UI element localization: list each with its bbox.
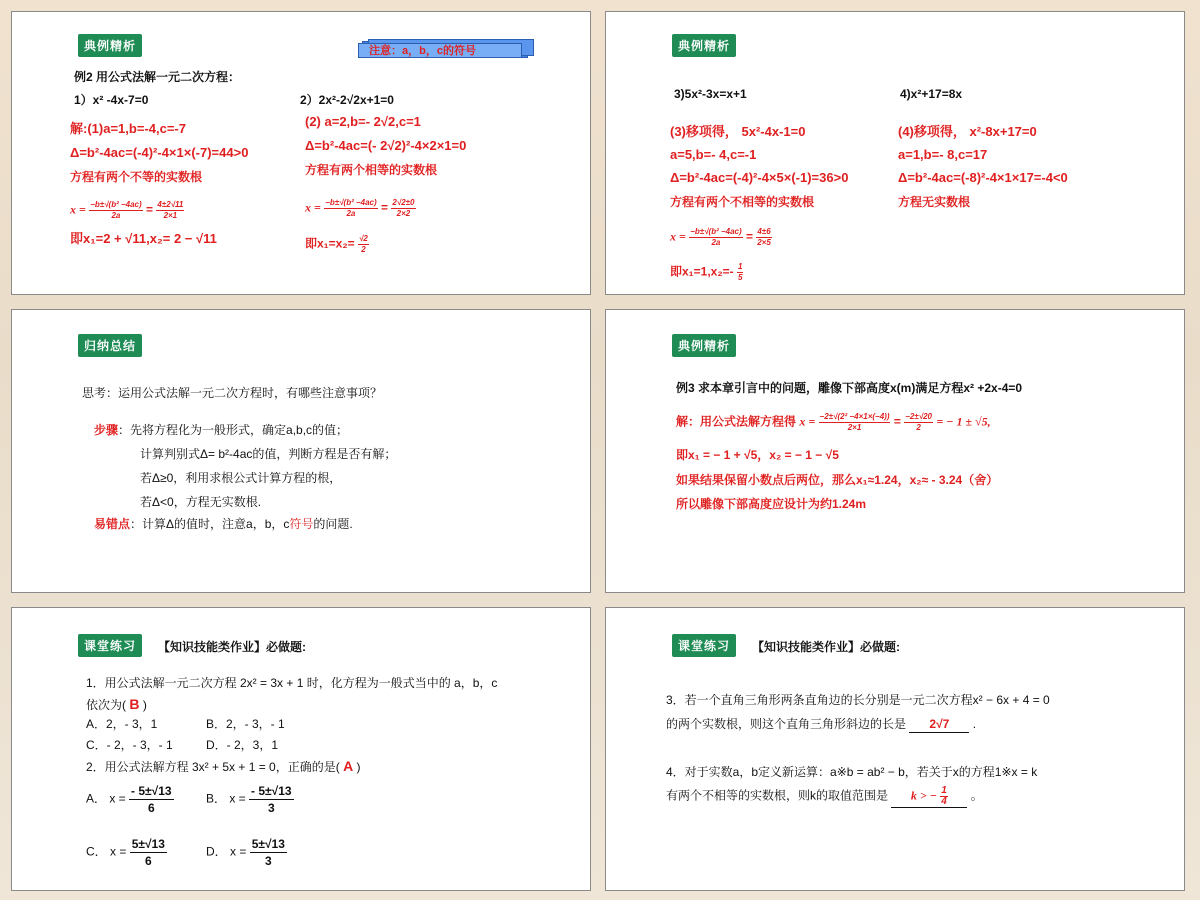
steps-line-1: 步骤：先将方程化为一般形式，确定a,b,c的值； — [94, 423, 349, 437]
question-1: 1．用公式法解一元二次方程 2x² = 3x + 1 时，化方程为一般式当中的 a，b，c — [86, 676, 498, 690]
problem-1: 1）x² -4x-7=0 — [74, 93, 149, 107]
solution-roots: 即x₁ = − 1 + √5，x₂ = − 1 − √5 — [676, 448, 839, 462]
solution-4-conclusion: 方程无实数根 — [898, 195, 971, 209]
slide-example-2-cont — [605, 11, 1185, 295]
solution-3-conclusion: 方程有两个不相等的实数根 — [670, 195, 815, 209]
choice-b: B． x = $\frac{- 5\pm√13}{3}$ — [206, 784, 292, 815]
choice-c: C． x = $\frac{5\pm√13}{6}$ — [86, 837, 165, 868]
solution-2-coeffs: (2) a=2,b=- 2√2,c=1 — [305, 114, 421, 129]
section-badge: 典例精析 — [672, 34, 736, 57]
solution-1-coeffs: 解:(1)a=1,b=-4,c=-7 — [70, 121, 186, 136]
solution-3-roots: 即x₁=1,x₂=- $\frac{1}{5}$ — [670, 262, 743, 282]
solution-1-discriminant: Δ=b²-4ac=(-4)²-4×1×(-7)=44>0 — [70, 145, 249, 160]
solution-2-discriminant: Δ=b²-4ac=(- 2√2)²-4×2×1=0 — [305, 138, 467, 153]
solution-2-conclusion: 方程有两个相等的实数根 — [305, 163, 438, 177]
solution-3-discriminant: Δ=b²-4ac=(-4)²-4×5×(-1)=36>0 — [670, 170, 849, 185]
question-1-answer-line: 依次为( B ) — [86, 696, 147, 712]
question-4-answer: k > − $\frac{1}{4}$ — [891, 786, 967, 808]
section-badge: 课堂练习 — [78, 634, 142, 657]
example-title: 例2 用公式法解一元二次方程： — [74, 70, 241, 84]
question-2: 2．用公式法解方程 3x² + 5x + 1 = 0，正确的是( A ) — [86, 758, 361, 774]
slide-example-2 — [11, 11, 591, 295]
note-callout — [358, 39, 534, 58]
question-4-line-1: 4．对于实数a，b定义新运算：a※b = ab² − b，若关于x的方程1※x = k — [666, 765, 1038, 779]
section-badge: 典例精析 — [672, 334, 736, 357]
solution-1-formula: x = $\frac{\text{−b±√(b² −4ac)}}{2a}$ = $\frac{4\pm 2√11}{2\times 1}$ — [70, 200, 184, 220]
homework-heading: 【知识技能类作业】必做题: — [752, 640, 900, 654]
section-badge: 归纳总结 — [78, 334, 142, 357]
note-text: 注意：a，b，c的符号 — [358, 43, 522, 58]
slide-summary — [11, 309, 591, 593]
question-2-answer: A — [343, 758, 354, 774]
section-badge: 课堂练习 — [672, 634, 736, 657]
question-3-line-2: 的两个实数根，则这个直角三角形斜边的长是 2√7 . — [666, 717, 977, 731]
choice-d: D． x = $\frac{5\pm√13}{3}$ — [206, 837, 285, 868]
homework-heading: 【知识技能类作业】必做题: — [158, 640, 306, 654]
question-3-answer: 2√7 — [909, 716, 969, 733]
solution-formula: 解：用公式法解方程得 x = $\frac{\text{−2±√(2² −4×1×(−4))}}{2\times 1}$ = $\frac{-2\pm√20}{2}$ = − 1 ± √5, — [676, 412, 991, 432]
solution-3-coeffs: a=5,b=- 4,c=-1 — [670, 147, 757, 162]
slide-practice-2 — [605, 607, 1185, 891]
steps-line-2: 计算判别式Δ= b²-4ac的值，判断方程是否有解； — [140, 447, 397, 461]
choice-a: A． x = $\frac{- 5\pm√13}{6}$ — [86, 784, 172, 815]
solution-3-rearranged: (3)移项得， 5x²-4x-1=0 — [670, 124, 806, 139]
slide-example-3 — [605, 309, 1185, 593]
question-4-line-2: 有两个不相等的实数根，则k的取值范围是 k > − $\frac{1}{4}$ 。 — [666, 785, 983, 807]
error-label: 易错点 — [94, 517, 131, 531]
solution-1-conclusion: 方程有两个不等的实数根 — [70, 170, 203, 184]
error-point: 易错点：计算Δ的值时，注意a，b，c符号的问题. — [94, 517, 353, 531]
think-question: 思考：运用公式法解一元二次方程时，有哪些注意事项？ — [82, 386, 383, 400]
question-1-answer: B — [129, 696, 140, 712]
example-title: 例3 求本章引言中的问题，雕像下部高度x(m)满足方程x² +2x-4=0 — [676, 381, 1023, 395]
steps-label: 步骤 — [94, 423, 119, 437]
option-a: A．2，- 3，1 — [86, 717, 158, 731]
option-c: C．- 2，- 3，- 1 — [86, 738, 173, 752]
problem-4: 4)x²+17=8x — [900, 87, 963, 101]
solution-1-roots: 即x₁=2 + √11,x₂= 2 − √11 — [70, 231, 217, 246]
solution-3-formula: x = $\frac{\text{−b±√(b² −4ac)}}{2a}$ = $\frac{4\pm 6}{2\times 5}$ — [670, 227, 771, 247]
solution-conclusion: 所以雕像下部高度应设计为约1.24m — [676, 497, 867, 511]
section-badge: 典例精析 — [78, 34, 142, 57]
problem-2: 2）2x²-2√2x+1=0 — [300, 93, 394, 107]
problem-3: 3)5x²-3x=x+1 — [674, 87, 747, 101]
solution-approx: 如果结果保留小数点后两位，那么x₁≈1.24，x₂≈ - 3.24（舍） — [676, 473, 999, 487]
option-b: B．2，- 3，- 1 — [206, 717, 285, 731]
solution-2-roots: 即x₁=x₂= $\frac{√2}{2}$ — [305, 234, 368, 254]
option-d: D．- 2，3，1 — [206, 738, 279, 752]
solution-4-discriminant: Δ=b²-4ac=(-8)²-4×1×17=-4<0 — [898, 170, 1068, 185]
slide-practice-1 — [11, 607, 591, 891]
solution-4-rearranged: (4)移项得， x²-8x+17=0 — [898, 124, 1037, 139]
steps-line-4: 若Δ<0，方程无实数根. — [140, 495, 262, 509]
solution-2-formula: x = $\frac{\text{−b±√(b² −4ac)}}{2a}$ = $\frac{2√2\pm 0}{2\times 2}$ — [305, 198, 415, 218]
question-3-line-1: 3．若一个直角三角形两条直角边的长分别是一元二次方程x² − 6x + 4 = 0 — [666, 693, 1050, 707]
solution-4-coeffs: a=1,b=- 8,c=17 — [898, 147, 988, 162]
steps-line-3: 若Δ≥0，利用求根公式计算方程的根， — [140, 471, 342, 485]
